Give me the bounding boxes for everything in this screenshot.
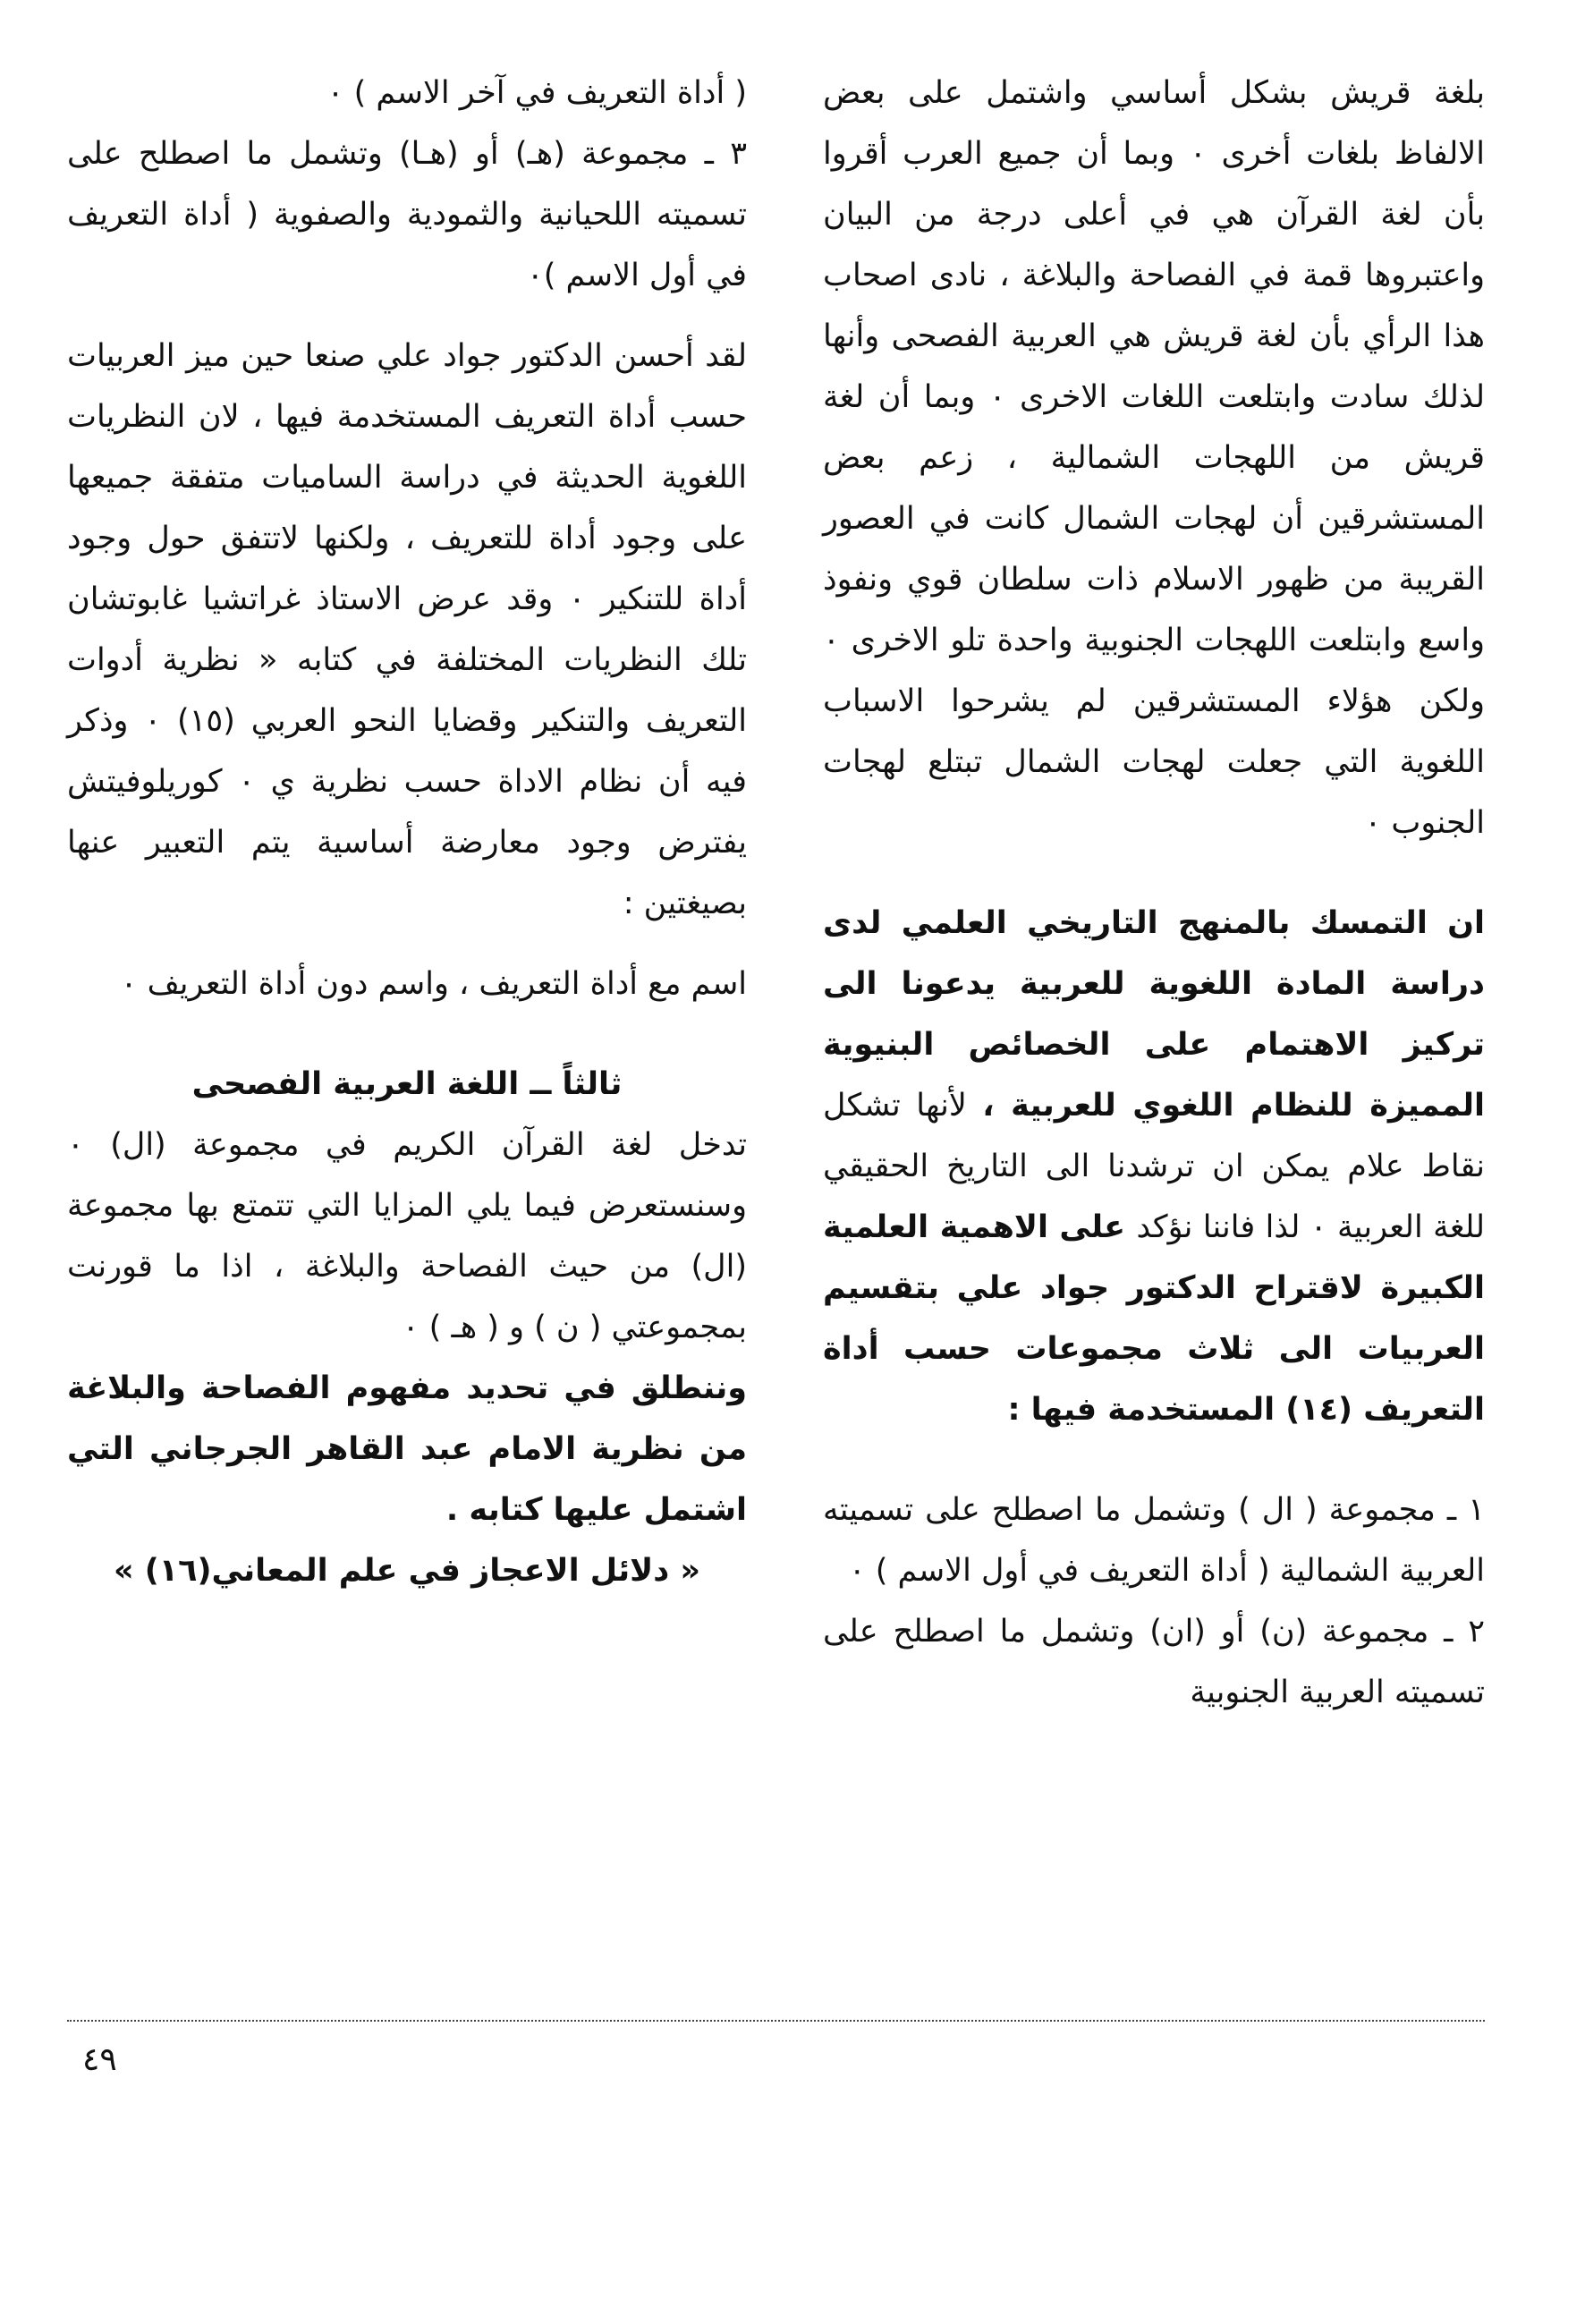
right-paragraph-3: ١ ـ مجموعة ( ال ) وتشمل ما اصطلح على تسميته العربية الشمالية ( أداة التعريف في أول الاسم ) ٠ xyxy=(823,1492,1485,1589)
left-column xyxy=(67,63,747,1601)
left-paragraph-3: لقد أحسن الدكتور جواد علي صنعا حين ميز العربيات حسب أداة التعريف المستخدمة فيها ، لان النظريات اللغوية الحديثة في دراسة الساميات متفقة جميعها على وجود أداة للتعريف ، ولكنها لاتتفق حول وجود أداة للتنكير ٠ وقد عرض الاستاذ غراتشيا غابوتشان تلك النظريات المختلفة في كتابه « نظرية أدوات التعريف والتنكير وقضايا النحو العربي (١٥) ٠ وذكر فيه أن نظام الاداة حسب نظرية ي ٠ كوريلوفيتش يفترض وجود معارضة أساسية يتم التعبير عنها بصيغتين : xyxy=(67,338,748,921)
right-paragraph-2-normal: لأنها تشكل نقاط علام يمكن ان ترشدنا الى التاريخ الحقيقي للغة العربية ٠ لذا فاننا نؤكد xyxy=(823,1088,1486,1245)
right-paragraph-2 xyxy=(823,893,1485,1440)
right-paragraph-2-bold-end: على الاهمية العلمية الكبيرة لاقتراح الدكتور جواد علي بتقسيم العربيات الى ثلاث مجموعات حسب أداة التعريف (١٤) المستخدمة فيها : xyxy=(823,1209,1485,1428)
left-paragraph-2: ٣ ـ مجموعة (هـ) أو (هـا) وتشمل ما اصطلح على تسميته اللحيانية والثمودية والصفوية ( أداة التعريف في أول الاسم )٠ xyxy=(67,136,747,293)
left-paragraph-5: تدخل لغة القرآن الكريم في مجموعة (ال) ٠ وسنستعرض فيما يلي المزايا التي تتمتع بها مجموعة (ال) من حيث الفصاحة والبلاغة ، اذا ما قورنت بمجموعتي ( ن ) و ( هـ ) ٠ xyxy=(67,1127,747,1345)
left-paragraph-4: اسم مع أداة التعريف ، واسم دون أداة التعريف ٠ xyxy=(120,966,747,1002)
section-heading: ثالثاً ــ اللغة العربية الفصحى xyxy=(191,1066,623,1102)
footer-rule xyxy=(67,2020,1485,2022)
right-column xyxy=(823,63,1485,1723)
right-paragraph-1: بلغة قريش بشكل أساسي واشتمل على بعض الالفاظ بلغات أخرى ٠ وبما أن جميع العرب أقروا بأن لغة القرآن هي في أعلى درجة من البيان واعتبروها قمة في الفصاحة والبلاغة ، نادى اصحاب هذا الرأي بأن لغة قريش هي العربية الفصحى وأنها لذلك سادت وابتلعت اللغات الاخرى ٠ وبما أن لغة قريش من اللهجات الشمالية ، زعم بعض المستشرقين أن لهجات الشمال كانت في العصور القريبة من ظهور الاسلام ذات سلطان قوي ونفوذ واسع وابتلعت اللهجات الجنوبية واحدة تلو الاخرى ٠ ولكن هؤلاء المستشرقين لم يشرحوا الاسباب اللغوية التي جعلت لهجات الشمال تبتلع لهجات الجنوب ٠ xyxy=(823,75,1485,841)
left-paragraph-1: ( أداة التعريف في آخر الاسم ) ٠ xyxy=(326,75,747,111)
right-paragraph-4: ٢ ـ مجموعة (ن) أو (ان) وتشمل ما اصطلح على تسميته العربية الجنوبية xyxy=(823,1614,1485,1710)
left-paragraph-6: وننطلق في تحديد مفهوم الفصاحة والبلاغة من نظرية الامام عبد القاهر الجرجاني التي اشتمل عليها كتابه . xyxy=(67,1370,747,1528)
right-paragraph-2-bold-start: ان التمسك بالمنهج التاريخي العلمي لدى دراسة المادة اللغوية للعربية يدعونا الى تركيز الاهتمام على الخصائص البنيوية المميزة للنظام اللغوي للعربية ، xyxy=(823,905,1485,1124)
page-number: ٤٩ xyxy=(82,2041,117,2078)
book-title: « دلائل الاعجاز في علم المعاني(١٦) » xyxy=(114,1553,700,1589)
